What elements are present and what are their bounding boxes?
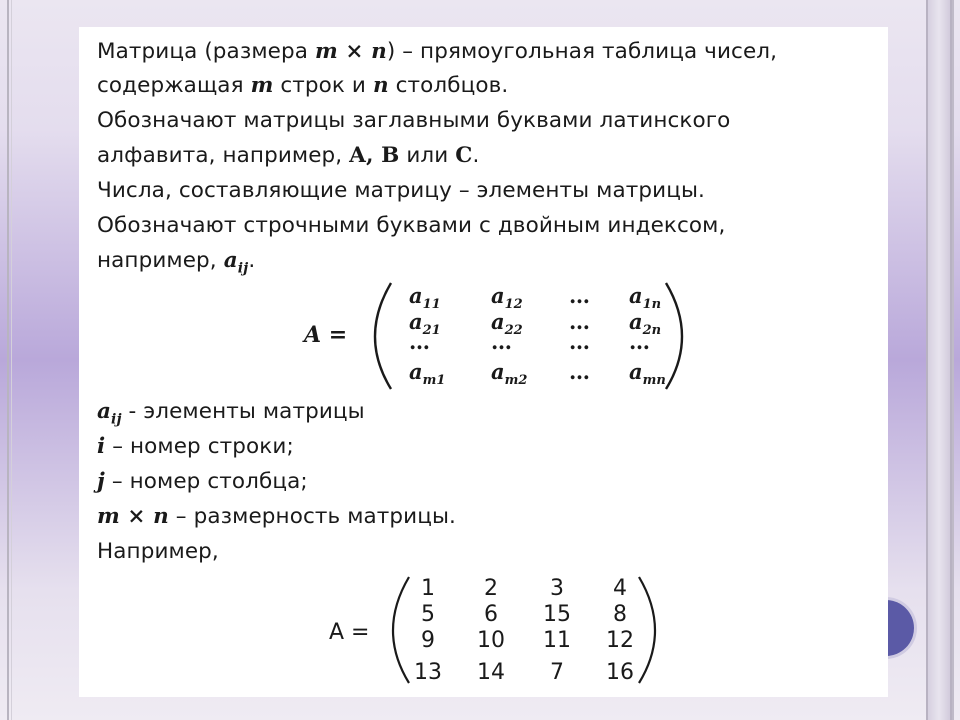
frame-line-left [7,0,9,720]
matrix-element: $a_{22}$ [491,309,523,338]
matrix-value: 4 [613,576,627,601]
matrix-value: 16 [606,660,634,685]
matrix-element: … [569,309,590,334]
matrix-element: … [569,283,590,308]
math-i: i [97,434,106,459]
matrix-element: $a_{21}$ [409,309,441,338]
matrix-value: 7 [550,660,564,685]
text: алфавита, например, [97,143,350,168]
matrix-element: $a_{2n}$ [629,309,662,338]
matrix-element: $a_{m1}$ [409,359,446,388]
math-a: a [223,248,238,273]
text: – номер строки; [105,434,294,459]
matrix-value: 13 [414,660,442,685]
math-subscript-ij: ij [111,411,122,428]
matrix-value: 2 [484,576,498,601]
right-paren [639,577,655,683]
math-a-b: A, B [349,143,400,168]
text: содержащая [97,73,251,98]
matrix-element: … [629,329,650,354]
math-m: m [250,73,274,98]
generic-matrix-label: A = [304,322,348,348]
example-matrix-label: A = [329,620,370,645]
frame-line-right [952,0,954,720]
math-m-times-n: m × n [314,39,387,64]
text-line-6: Обозначают строчными буквами с двойным индексом, [97,213,726,238]
example-label: Например, [97,539,219,564]
frame-band-right [926,0,952,720]
matrix-element: … [569,329,590,354]
document-sheet [79,27,888,697]
matrix-element: $a_{11}$ [409,283,441,312]
example-matrix [79,27,888,697]
text: строк и [273,73,373,98]
matrix-value: 15 [543,602,571,627]
matrix-value: 5 [421,602,435,627]
matrix-value: 11 [543,628,571,653]
text: ) – прямоугольная таблица чисел, [386,39,778,64]
matrix-element: $a_{m2}$ [491,359,528,388]
text: или [399,143,456,168]
matrix-value: 3 [550,576,564,601]
text: столбцов. [388,73,509,98]
text: Матрица (размера [97,39,315,64]
text: . [472,143,480,168]
matrix-element: … [569,359,590,384]
text: – размерность матрицы. [168,504,456,529]
matrix-value: 1 [421,576,435,601]
matrix-value: 9 [421,628,435,653]
math-m-times-n: m × n [97,504,169,529]
math-c: C [455,143,473,168]
text: . [248,248,256,273]
matrix-element: $a_{12}$ [491,283,523,312]
math-a: a [97,399,112,424]
math-j: j [97,469,105,494]
math-subscript-ij: ij [237,260,249,277]
text-line-3: Обозначают матрицы заглавными буквами латинского [97,108,731,133]
matrix-value: 12 [606,628,634,653]
left-paren [393,577,409,683]
matrix-value: 14 [477,660,505,685]
matrix-element: … [491,329,512,354]
text-line-5: Числа, составляющие матрицу – элементы матрицы. [97,178,705,203]
math-n: n [372,73,389,98]
matrix-element: … [409,329,430,354]
matrix-value: 6 [484,602,498,627]
matrix-element: $a_{1n}$ [629,283,662,312]
matrix-value: 8 [613,602,627,627]
matrix-value: 10 [477,628,505,653]
example-matrix-cells [414,576,634,685]
text: например, [97,248,224,273]
frame-line-left-inner [11,0,12,720]
text: - элементы матрицы [121,399,365,424]
text: – номер столбца; [104,469,308,494]
matrix-element: $a_{mn}$ [629,359,666,388]
